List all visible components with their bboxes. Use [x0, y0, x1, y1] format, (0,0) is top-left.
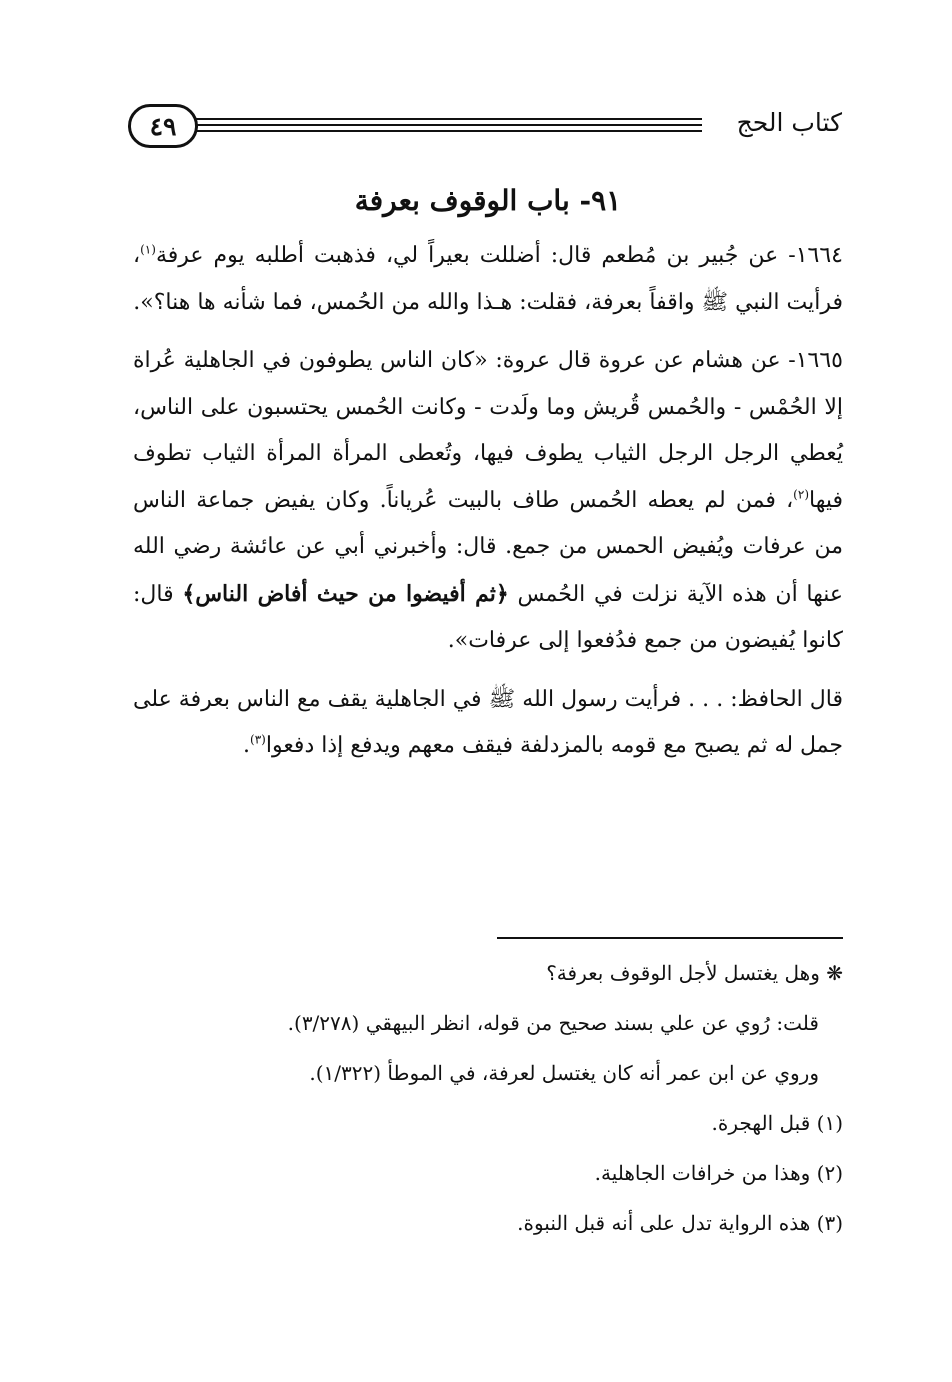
- note-qultu: قلت: رُوي عن علي بسند صحيح من قوله، انظر البيهقي (٣/٢٧٨).: [287, 1011, 819, 1035]
- footnote-3: (٣) هذه الرواية تدل على أنه قبل النبوة.: [517, 1211, 843, 1235]
- hadith-1664: [133, 233, 843, 326]
- note-rowiya: وروي عن ابن عمر أنه كان يغتسل لعرفة، في الموطأ (١/٣٢٢).: [309, 1061, 819, 1085]
- page-header: [128, 100, 842, 158]
- hadith-text: قال: كانوا يُفيضون من جمع فدُفعوا إلى عرفات».: [133, 581, 843, 653]
- star-note: ❋ وهل يغتسل لأجل الوقوف بعرفة؟: [546, 961, 843, 985]
- quran-verse: ﴿ثم أفيضوا من حيث أفاض الناس﴾: [182, 580, 509, 607]
- page-number: ٤٩: [128, 104, 198, 148]
- footnote-ref-2: (٢): [793, 487, 809, 502]
- note-text: .: [243, 733, 251, 758]
- hafiz-note: [133, 677, 843, 770]
- running-title: كتاب الحج: [736, 108, 842, 137]
- footnote-ref-1: (١): [140, 242, 156, 257]
- hadith-1665: [133, 338, 843, 665]
- hadith-text: ، فمن لم يعطه الحُمس طاف بالبيت عُرياناً. وكان يفيض جماعة الناس من عرفات ويُفيض الحمس من جمع. قال: وأخبرني أبي عن عائشة رضي الله عنها أن هذه الآية نزلت في الحُمس: [133, 487, 843, 607]
- footnote-1: (١) قبل الهجرة.: [711, 1111, 843, 1135]
- hadith-text: ، فرأيت النبي ﷺ واقفاً بعرفة، فقلت: هـذا والله من الحُمس، فما شأنه ها هنا؟».: [133, 243, 843, 315]
- footnote-separator: [497, 937, 843, 939]
- note-text: قال الحافظ: . . . فرأيت رسول الله ﷺ في الجاهلية يقف مع الناس بعرفة على جمل له ثم يصبح مع قومه بالمزدلفة فيقف معهم ويدفع إذا دفعوا: [133, 686, 843, 758]
- header-rule: [188, 130, 702, 132]
- header-rule: [188, 124, 702, 126]
- chapter-title: ٩١- باب الوقوف بعرفة: [354, 184, 622, 217]
- footnotes: [133, 948, 843, 1248]
- header-rule: [188, 118, 702, 120]
- footnote-ref-3: (٣): [250, 732, 266, 747]
- hadith-text: ١٦٦٤- عن جُبير بن مُطعم قال: أضللت بعيراً لي، فذهبت أطلبه يوم عرفة: [155, 243, 843, 268]
- main-text: [133, 180, 843, 782]
- footnote-2: (٢) وهذا من خرافات الجاهلية.: [594, 1161, 843, 1185]
- hadith-text: ١٦٦٥- عن هشام عن عروة قال عروة: «كان الناس يطوفون في الجاهلية عُراة إلا الحُمْس - والحُمس قُريش وما ولَدت - وكانت الحُمس يحتسبون على الناس، يُعطي الرجل الرجل الثياب يطوف فيها، وتُعطى المرأة المرأة الثياب تطوف فيها: [133, 348, 843, 513]
